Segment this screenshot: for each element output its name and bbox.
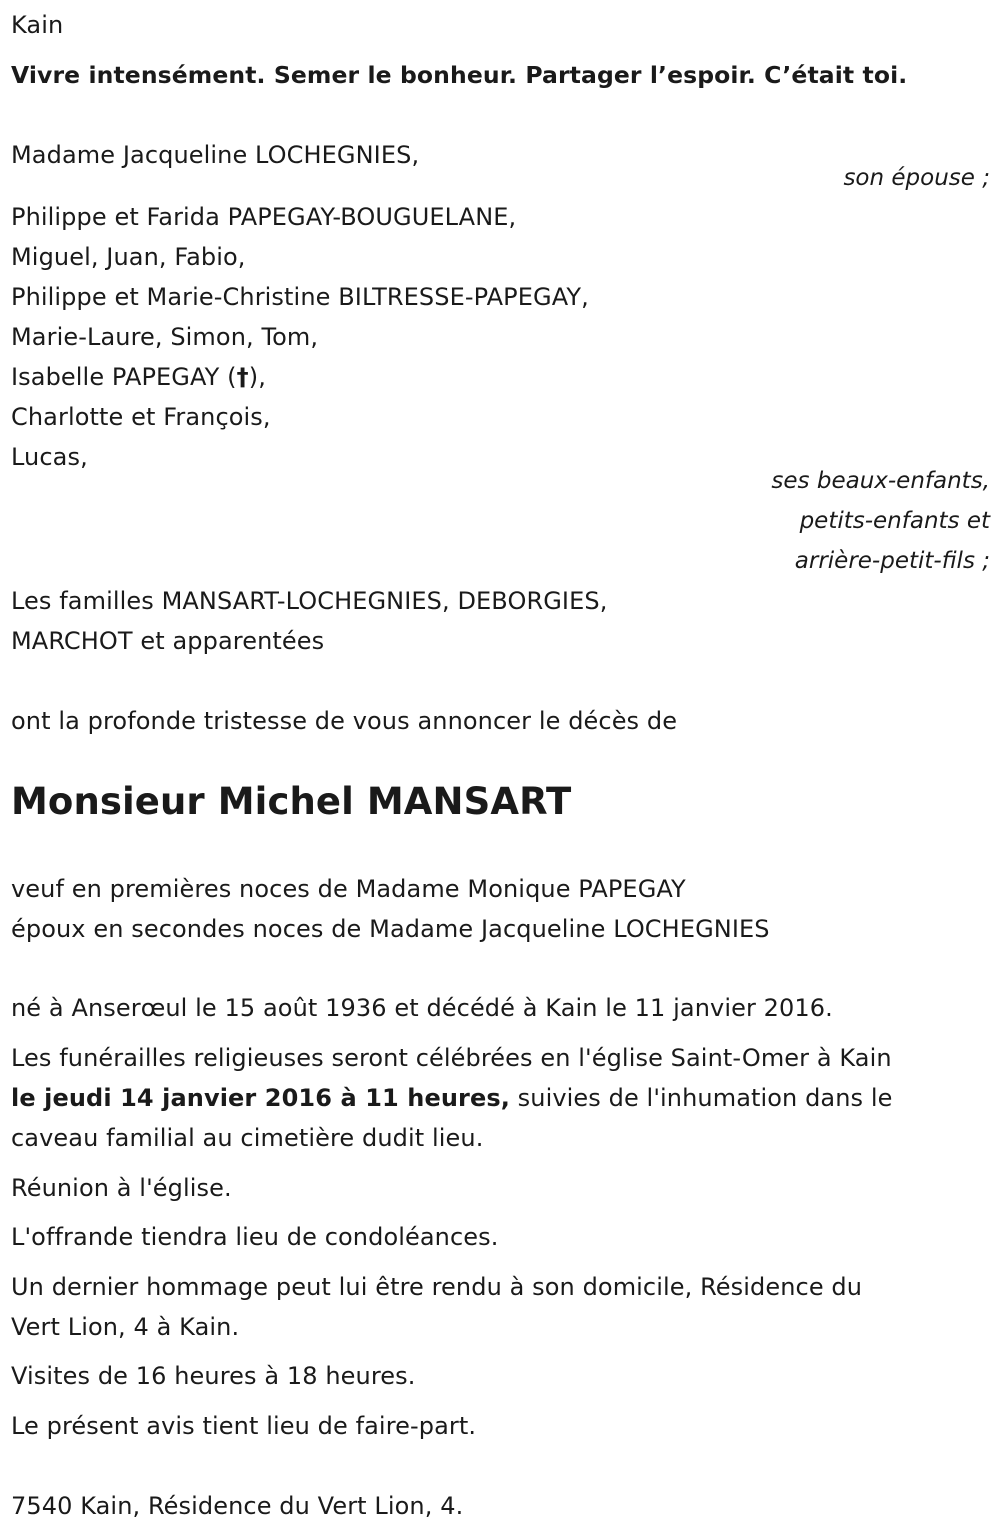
spouse-role: son épouse ; [843, 165, 990, 191]
family-role: ses beaux-enfants, [771, 468, 990, 494]
deceased-name: Monsieur Michel MANSART [11, 780, 572, 823]
notice-line: Le présent avis tient lieu de faire-part. [11, 1412, 477, 1440]
family-line: Philippe et Farida PAPEGAY-BOUGUELANE, [11, 203, 517, 231]
offering-line: L'offrande tiendra lieu de condoléances. [11, 1223, 499, 1251]
isabelle-close: ), [248, 363, 266, 391]
spouse-name: Madame Jacqueline LOCHEGNIES, [11, 141, 420, 169]
family-line: Charlotte et François, [11, 403, 271, 431]
family-role: petits-enfants et [799, 508, 990, 534]
visits-line: Visites de 16 heures à 18 heures. [11, 1362, 416, 1390]
funeral-line: Les funérailles religieuses seront célébrées en l'église Saint-Omer à Kain [11, 1044, 892, 1072]
funeral-line: caveau familial au cimetière dudit lieu. [11, 1124, 484, 1152]
cross-icon: † [236, 363, 249, 391]
relatives-line: Les familles MANSART-LOCHEGNIES, DEBORGIES, [11, 587, 608, 615]
tribute-line: Un dernier hommage peut lui être rendu à son domicile, Résidence du [11, 1273, 863, 1301]
birth-death-line: né à Anserœul le 15 août 1936 et décédé à Kain le 11 janvier 2016. [11, 994, 833, 1022]
family-line: Marie-Laure, Simon, Tom, [11, 323, 319, 351]
isabelle-name: Isabelle PAPEGAY ( [11, 363, 237, 391]
relatives-line: MARCHOT et apparentées [11, 627, 325, 655]
tribute-line: Vert Lion, 4 à Kain. [11, 1313, 240, 1341]
family-line: Miguel, Juan, Fabio, [11, 243, 246, 271]
funeral-date-line [11, 1083, 893, 1113]
funeral-line-rest: suivies de l'inhumation dans le [509, 1084, 893, 1112]
funeral-date: le jeudi 14 janvier 2016 à 11 heures, [11, 1084, 510, 1112]
marriage-line: veuf en premières noces de Madame Monique PAPEGAY [11, 875, 686, 903]
marriage-line: époux en secondes noces de Madame Jacqueline LOCHEGNIES [11, 915, 770, 943]
family-line: Philippe et Marie-Christine BILTRESSE-PAPEGAY, [11, 283, 589, 311]
address-line: 7540 Kain, Résidence du Vert Lion, 4. [11, 1492, 464, 1520]
motto: Vivre intensément. Semer le bonheur. Partager l’espoir. C’était toi. [11, 61, 908, 89]
meeting-line: Réunion à l'église. [11, 1174, 232, 1202]
family-line-isabelle [11, 362, 266, 392]
family-role: arrière-petit-fils ; [794, 548, 990, 574]
announcement-intro: ont la profonde tristesse de vous annoncer le décès de [11, 707, 678, 735]
family-line: Lucas, [11, 443, 88, 471]
location-heading: Kain [11, 11, 64, 39]
